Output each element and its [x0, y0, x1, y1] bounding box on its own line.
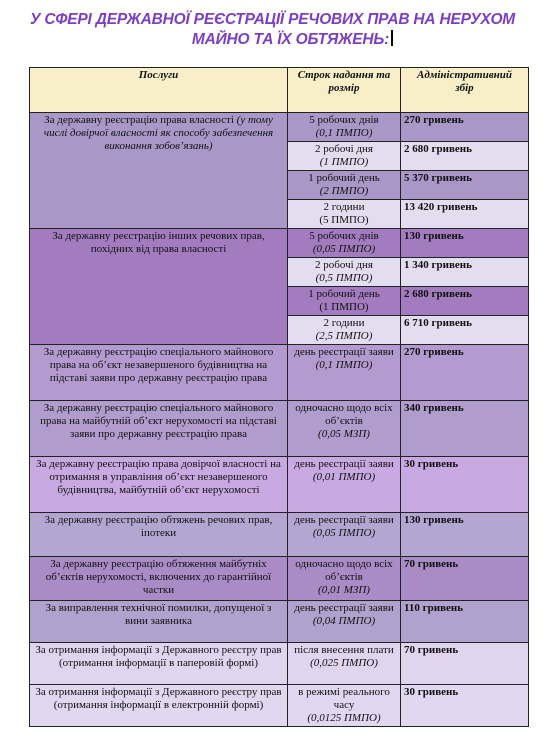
term-cell — [288, 345, 401, 401]
fee-cell — [401, 345, 529, 401]
fee-text: 270 гривень — [404, 114, 464, 126]
service-note: (у тому числі довірчої власності як способу забезпечення виконання зобов’язань) — [43, 114, 274, 152]
service-cell — [30, 643, 288, 685]
table-row — [30, 229, 529, 258]
rate-text: (5 ПМПО) — [319, 214, 369, 226]
header-term: Строк надання та розмір — [288, 68, 401, 113]
fee-cell — [401, 229, 529, 258]
service-cell — [30, 401, 288, 457]
service-text: За виправлення технічної помилки, допущеної з вини заявника — [45, 602, 272, 627]
rate-text: (0,05 МЗП) — [318, 428, 370, 440]
header-fee: Адміністративний збір — [401, 68, 529, 113]
service-text: За державну реєстрацію права власності — [44, 114, 234, 126]
term-text: 1 робочий день — [308, 288, 380, 300]
term-text: 5 робочих днів — [309, 230, 379, 242]
term-cell — [288, 142, 401, 171]
fee-text: 13 420 гривень — [404, 201, 478, 213]
fee-text: 340 гривень — [404, 402, 464, 414]
fee-text: 130 гривень — [404, 230, 464, 242]
term-text: 2 години — [323, 201, 365, 213]
term-cell — [288, 287, 401, 316]
fee-text: 1 340 гривень — [404, 259, 472, 271]
table-row — [30, 457, 529, 513]
fee-cell — [401, 142, 529, 171]
rate-text: (0,01 МЗП) — [318, 584, 370, 596]
service-text: За отримання інформації з Державного реєстру прав (отримання інформації в електронній формі) — [35, 686, 282, 711]
text-cursor — [391, 30, 393, 46]
fee-text: 30 гривень — [404, 686, 459, 698]
service-cell — [30, 345, 288, 401]
term-text: одночасно щодо всіх об’єктів — [295, 558, 393, 583]
term-text: день реєстрації заяви — [294, 514, 394, 526]
table-row — [30, 685, 529, 727]
service-cell — [30, 513, 288, 557]
fee-text: 5 370 гривень — [404, 172, 472, 184]
service-cell — [30, 229, 288, 345]
title-line-2 — [0, 30, 545, 50]
fee-cell — [401, 287, 529, 316]
fee-text: 110 гривень — [404, 602, 464, 614]
page-title — [0, 10, 545, 50]
term-text: 2 робочі дня — [315, 143, 373, 155]
header-service: Послуги — [30, 68, 288, 113]
rate-text: (1 ПМПО) — [319, 301, 369, 313]
table-row — [30, 113, 529, 142]
table-row — [30, 401, 529, 457]
service-text: За державну реєстрацію спеціального майнового права на об’єкт незавершеного будівництва на підставі заяви про державну реєстрацію права — [43, 346, 274, 384]
term-cell — [288, 601, 401, 643]
fee-cell — [401, 685, 529, 727]
term-text: 1 робочий день — [308, 172, 380, 184]
title-line-1: У СФЕРІ ДЕРЖАВНОЇ РЕЄСТРАЦІЇ РЕЧОВИХ ПРАВ НА НЕРУХОМ — [29, 11, 516, 28]
term-cell — [288, 258, 401, 287]
term-cell — [288, 113, 401, 142]
term-cell — [288, 200, 401, 229]
fee-cell — [401, 200, 529, 229]
service-text: За державну реєстрацію обтяжень речових прав, іпотеки — [44, 514, 273, 539]
service-text: За державну реєстрацію інших речових прав, похідних від права власності — [52, 230, 265, 255]
term-cell — [288, 643, 401, 685]
title-line-2-text: МАЙНО ТА ЇХ ОБТЯЖЕНЬ: — [191, 31, 390, 48]
rate-text: (0,025 ПМПО) — [310, 657, 378, 669]
term-text: день реєстрації заяви — [294, 602, 394, 614]
rate-text: (2 ПМПО) — [319, 185, 369, 197]
term-cell — [288, 685, 401, 727]
fee-text: 2 680 гривень — [404, 288, 472, 300]
fee-cell — [401, 316, 529, 345]
term-cell — [288, 557, 401, 601]
fee-text: 70 гривень — [404, 644, 459, 656]
rate-text: (0,5 ПМПО) — [315, 272, 373, 284]
fee-cell — [401, 401, 529, 457]
term-text: в режимі реального часу — [298, 686, 390, 711]
fee-cell — [401, 643, 529, 685]
fee-text: 6 710 гривень — [404, 317, 472, 329]
table-row — [30, 345, 529, 401]
fee-cell — [401, 601, 529, 643]
fee-text: 130 гривень — [404, 514, 464, 526]
term-text: день реєстрації заяви — [294, 346, 394, 358]
fee-cell — [401, 113, 529, 142]
term-text: день реєстрації заяви — [294, 458, 394, 470]
term-cell — [288, 401, 401, 457]
term-text: після внесення плати — [294, 644, 394, 656]
service-cell — [30, 557, 288, 601]
rate-text: (0,1 ПМПО) — [315, 127, 373, 139]
term-cell — [288, 229, 401, 258]
service-cell — [30, 113, 288, 229]
table-row — [30, 643, 529, 685]
service-text: За державну реєстрацію права довірчої власності на отримання в управління об’єкт незавершеного будівництва, майбутній об’єкт нерухомості — [36, 458, 281, 496]
term-text: 2 години — [323, 317, 365, 329]
service-text: За отримання інформації з Державного реєстру прав (отримання інформації в паперовій формі) — [35, 644, 282, 669]
fee-text: 2 680 гривень — [404, 143, 472, 155]
fee-text: 270 гривень — [404, 346, 464, 358]
term-text: одночасно щодо всіх об’єктів — [295, 402, 393, 427]
fee-text: 70 гривень — [404, 558, 459, 570]
table-header-row — [30, 68, 529, 113]
fee-text: 30 гривень — [404, 458, 459, 470]
service-text: За державну реєстрацію обтяження майбутніх об’єктів нерухомості, включених до гарантійної частки — [45, 558, 272, 596]
service-text: За державну реєстрацію спеціального майнового права на майбутній об’єкт нерухомості на підставі заяви про державну реєстрацію права — [40, 402, 277, 440]
rate-text: (0,0125 ПМПО) — [307, 712, 381, 724]
term-cell — [288, 171, 401, 200]
rate-text: (0,05 ПМПО) — [312, 527, 376, 539]
service-cell — [30, 457, 288, 513]
term-text: 5 робочих днів — [309, 114, 379, 126]
rate-text: (0,1 ПМПО) — [315, 359, 373, 371]
term-cell — [288, 513, 401, 557]
table-row — [30, 601, 529, 643]
fees-table — [29, 67, 529, 727]
term-cell — [288, 316, 401, 345]
rate-text: (2,5 ПМПО) — [315, 330, 373, 342]
term-cell — [288, 457, 401, 513]
fee-cell — [401, 557, 529, 601]
fee-cell — [401, 171, 529, 200]
rate-text: (0,04 ПМПО) — [312, 615, 376, 627]
rate-text: (0,05 ПМПО) — [312, 243, 376, 255]
table-row — [30, 513, 529, 557]
service-cell — [30, 601, 288, 643]
fee-cell — [401, 457, 529, 513]
rate-text: (1 ПМПО) — [319, 156, 369, 168]
fee-cell — [401, 513, 529, 557]
rate-text: (0,01 ПМПО) — [312, 471, 376, 483]
fee-cell — [401, 258, 529, 287]
service-cell — [30, 685, 288, 727]
term-text: 2 робочі дня — [315, 259, 373, 271]
table-row — [30, 557, 529, 601]
